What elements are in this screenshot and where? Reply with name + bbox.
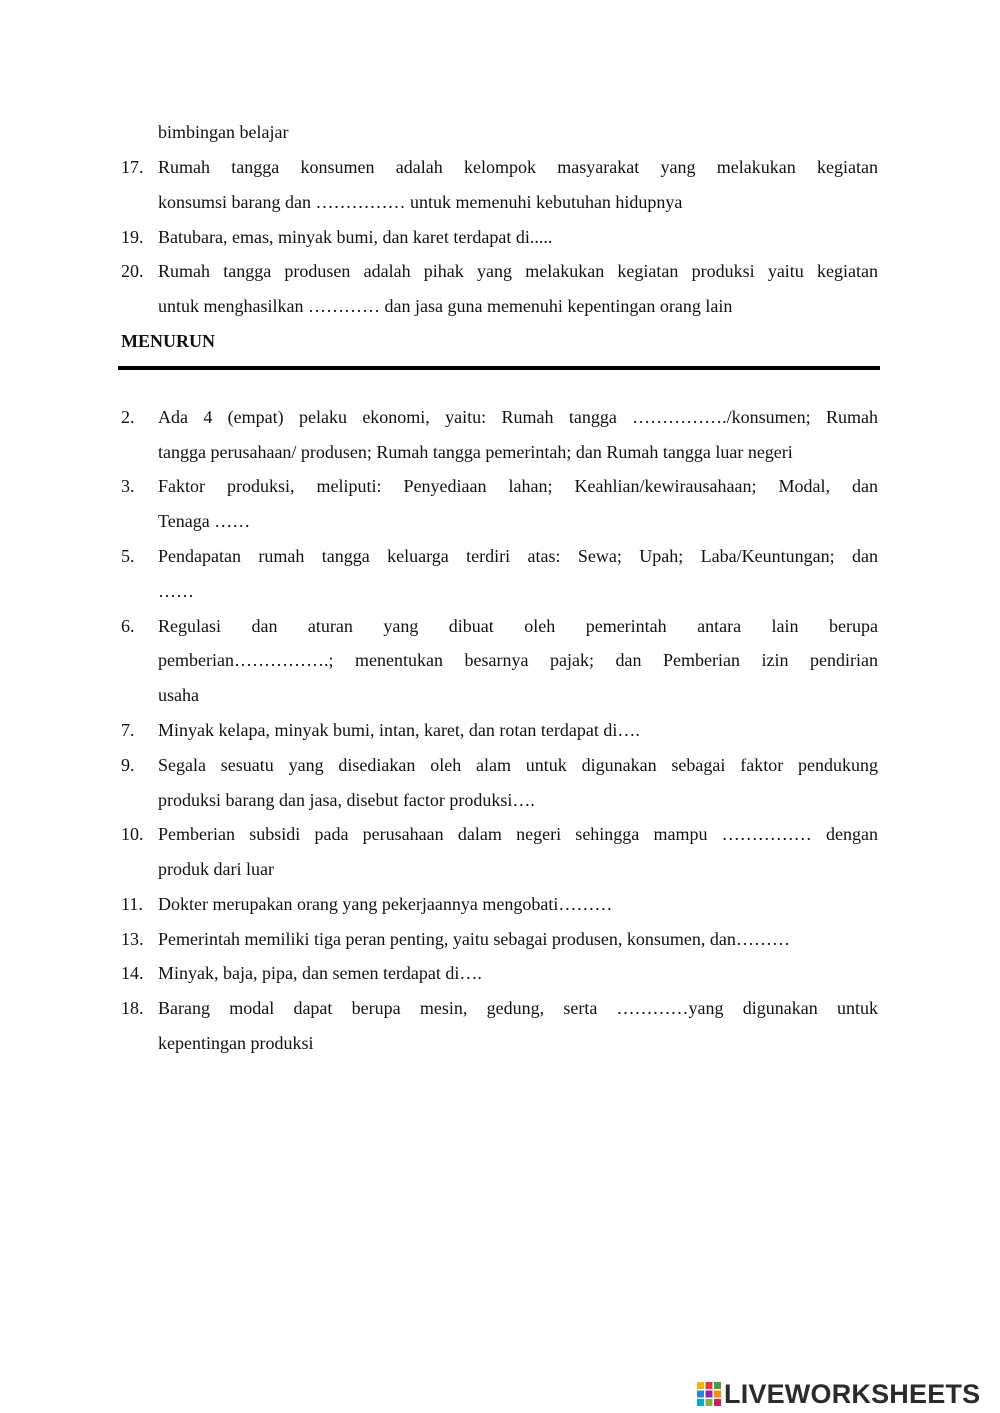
item-text-line: Segala sesuatu yang disediakan oleh alam untuk digunakan sebagai faktor pendukung [158,755,878,775]
item-text-line: Tenaga …… [158,511,251,531]
item-number: 20. [121,261,144,281]
item-text-line: kepentingan produksi [158,1033,314,1053]
logo-text: LIVEWORKSHEETS [724,1378,981,1409]
item-text-line: …… [158,581,194,601]
item-number: 6. [121,616,135,636]
item-text-line: Rumah tangga konsumen adalah kelompok masyarakat yang melakukan kegiatan [158,157,878,177]
item-text-line: Ada 4 (empat) pelaku ekonomi, yaitu: Rumah tangga ……………./konsumen; Rumah [158,407,878,427]
item-text-line: Dokter merupakan orang yang pekerjaannya mengobati……… [158,894,613,914]
item-number: 19. [121,227,144,247]
item-number: 14. [121,963,144,983]
item-number: 11. [121,894,143,914]
item-text-line: Barang modal dapat berupa mesin, gedung, serta …………yang digunakan untuk [158,998,878,1018]
item-number: 18. [121,998,144,1018]
item-text-line: Faktor produksi, meliputi: Penyediaan lahan; Keahlian/kewirausahaan; Modal, dan [158,476,878,496]
item-number: 7. [121,720,135,740]
item-text-line: pemberian…………….; menentukan besarnya pajak; dan Pemberian izin pendirian [158,650,878,670]
item-number: 2. [121,407,135,427]
item-text-line: Batubara, emas, minyak bumi, dan karet terdapat di..... [158,227,553,247]
item-text-line: Minyak kelapa, minyak bumi, intan, karet, dan rotan terdapat di…. [158,720,640,740]
liveworksheets-logo[interactable] [697,1379,980,1409]
section-divider [118,366,880,370]
item-number: 5. [121,546,135,566]
item-text-line: konsumsi barang dan …………… untuk memenuhi kebutuhan hidupnya [158,192,683,212]
item-text-line: untuk menghasilkan ………… dan jasa guna memenuhi kepentingan orang lain [158,296,733,316]
item-number: 13. [121,929,144,949]
item-text-line: tangga perusahaan/ produsen; Rumah tangga pemerintah; dan Rumah tangga luar negeri [158,442,793,462]
item-text-line: Pendapatan rumah tangga keluarga terdiri atas: Sewa; Upah; Laba/Keuntungan; dan [158,546,878,566]
item-number: 9. [121,755,135,775]
item-number: 17. [121,157,144,177]
item-text-line: Pemerintah memiliki tiga peran penting, yaitu sebagai produsen, konsumen, dan……… [158,929,790,949]
item-text-line: Rumah tangga produsen adalah pihak yang melakukan kegiatan produksi yaitu kegiatan [158,261,878,281]
item-number: 10. [121,824,144,844]
item-text-line: usaha [158,685,199,705]
section-heading-menurun: MENURUN [121,331,215,351]
liveworksheets-logo-icon [697,1382,721,1406]
item-text-line: Regulasi dan aturan yang dibuat oleh pemerintah antara lain berupa [158,616,878,636]
item-text-line: produk dari luar [158,859,274,879]
item-text-line: Minyak, baja, pipa, dan semen terdapat di…. [158,963,482,983]
continuation-text: bimbingan belajar [158,122,289,142]
item-text-line: produksi barang dan jasa, disebut factor produksi…. [158,790,535,810]
item-number: 3. [121,476,135,496]
item-text-line: Pemberian subsidi pada perusahaan dalam negeri sehingga mampu …………… dengan [158,824,878,844]
